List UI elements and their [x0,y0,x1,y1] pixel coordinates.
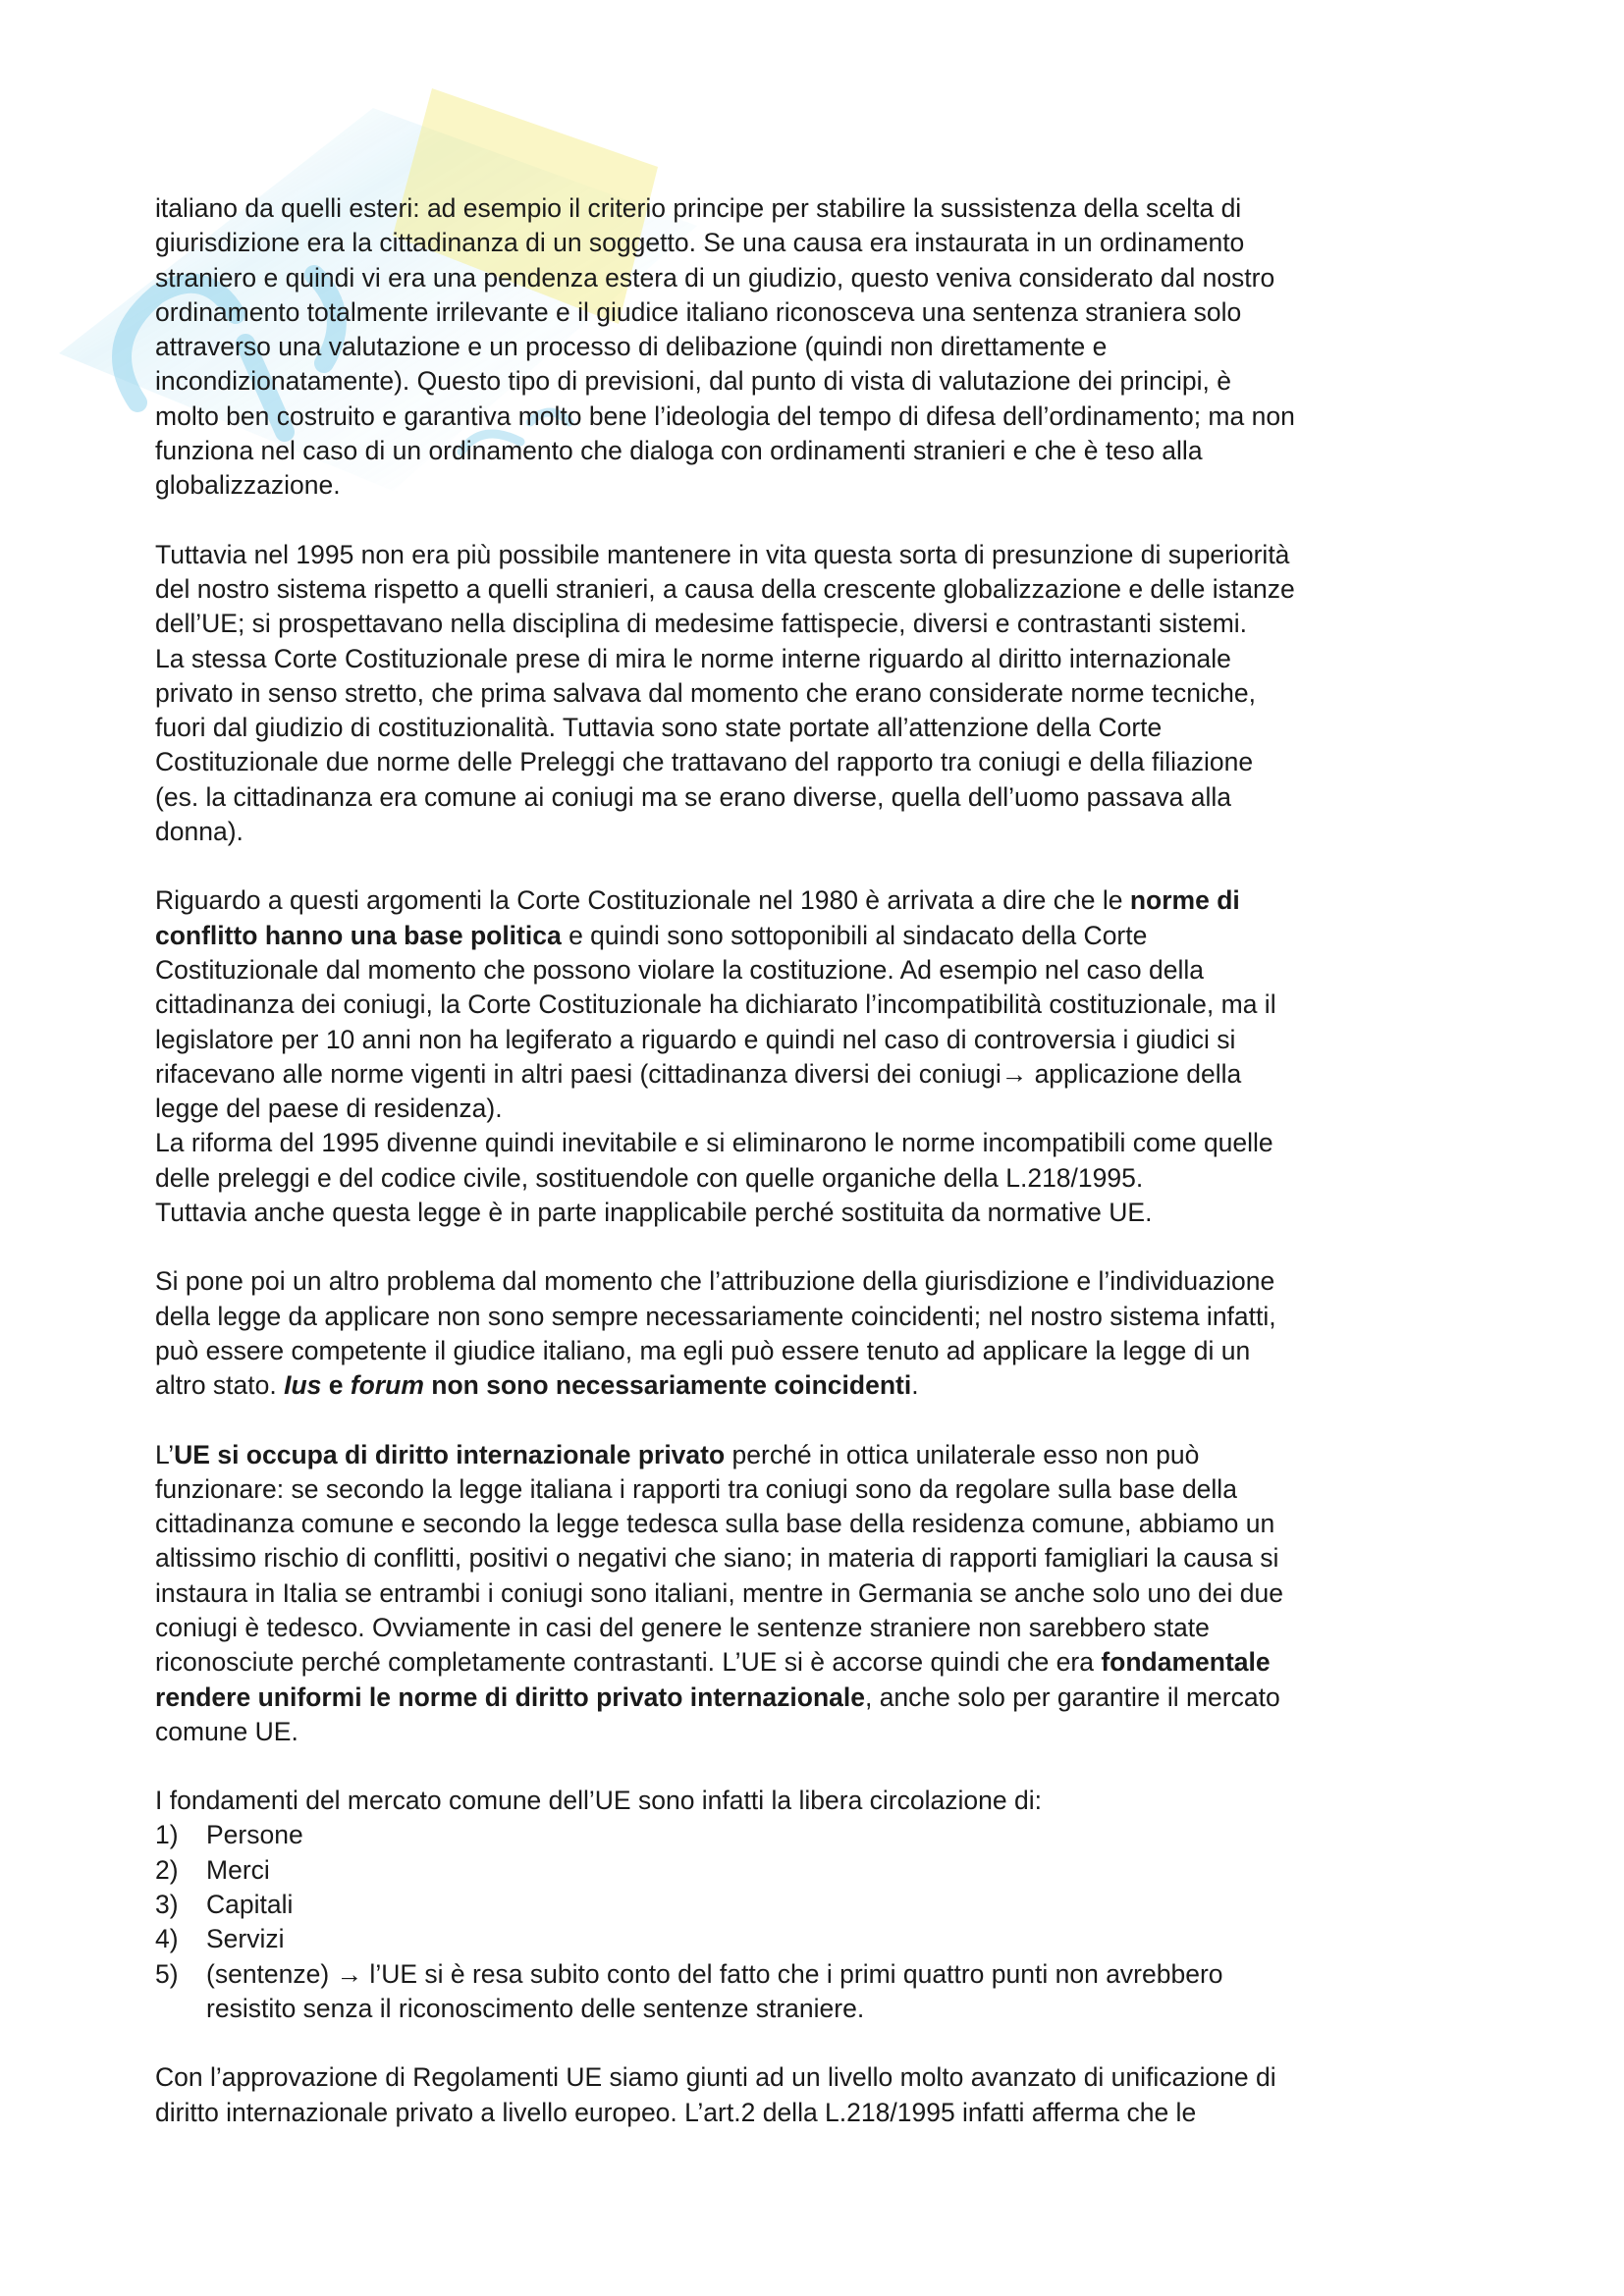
text-line [155,883,1490,918]
numbered-list [155,1818,1490,2026]
text-line: della legge da applicare non sono sempre necessariamente coincidenti; nel nostro sistema infatti, [155,1301,1276,1331]
text-line: giurisdizione era la cittadinanza di un soggetto. Se una causa era instaurata in un ordinamento [155,228,1245,258]
text-run: . [911,1370,919,1401]
text-line: donna). [155,817,244,847]
paragraph-1 [155,191,1490,504]
text-run: , anche solo per garantire il mercato [864,1682,1280,1712]
text-line: privato in senso stretto, che prima salvava dal momento che erano considerate norme tecniche, [155,677,1256,708]
text-line: cittadinanza comune e secondo la legge tedesca sulla base della residenza comune, abbiamo un [155,1509,1275,1539]
text-line: legge del paese di residenza). [155,1094,503,1124]
text-run: altro stato. [155,1370,285,1401]
text-line [155,1645,1490,1680]
list-item-text: Capitali [206,1890,294,1920]
text-line: delle preleggi e del codice civile, sostituendole con quelle organiche della L.218/1995. [155,1162,1144,1193]
text-run: e quindi sono sottoponibili al sindacato della Corte [561,920,1148,950]
list-item-text-continued: resistito senza il riconoscimento delle sentenze straniere. [206,1993,865,2023]
bold-text: norme di [1129,885,1240,916]
text-line: Tuttavia nel 1995 non era più possibile mantenere in vita questa sorta di presunzione di superiorità [155,539,1290,569]
bold-text: rendere uniformi le norme di diritto privato internazionale [155,1682,865,1712]
list-number: 1) [155,1820,179,1850]
text-line: La riforma del 1995 divenne quindi inevitabile e si eliminarono le norme incompatibili come quelle [155,1128,1273,1158]
text-line: rifacevano alle norme vigenti in altri paesi (cittadinanza diversi dei coniugi→ applicazione della [155,1058,1242,1089]
paragraph-6 [155,1784,1490,2026]
list-item [155,1818,1490,1852]
text-line: funzionare: se secondo la legge italiana i rapporti tra coniugi sono da regolare sulla base della [155,1473,1237,1504]
paragraph-3 [155,883,1490,1230]
bold-text: fondamentale [1101,1647,1271,1678]
text-run: riconosciute perché completamente contrastanti. L’UE si è accorse quindi che era [155,1647,1102,1678]
italic-term-ius: Ius [284,1370,322,1401]
text-line: altissimo rischio di conflitti, positivi o negativi che siano; in materia di rapporti famigliari la causa si [155,1543,1279,1574]
text-line: attraverso una valutazione e un processo di delibazione (quindi non direttamente e [155,332,1108,362]
text-line: (es. la cittadinanza era comune ai coniugi ma se erano diverse, quella dell’uomo passava alla [155,781,1231,812]
bold-text: conflitto hanno una base politica [155,920,562,950]
text-line: diritto internazionale privato a livello europeo. L’art.2 della L.218/1995 infatti afferma che le [155,2097,1197,2127]
list-item [155,1957,1490,2027]
text-run: L’ [155,1439,175,1469]
text-line: Costituzionale dal momento che possono violare la costituzione. Ad esempio nel caso della [155,954,1204,985]
list-number: 3) [155,1890,179,1920]
document-page [155,191,1490,2130]
list-item-text: Persone [206,1820,303,1850]
list-item-text: (sentenze) → l’UE si è resa subito conto del fatto che i primi quattro punti non avrebbero [206,1958,1223,1989]
text-line: coniugi è tedesco. Ovviamente in casi del genere le sentenze straniere non sarebbero state [155,1612,1210,1642]
bold-text: UE si occupa di diritto internazionale privato [174,1439,726,1469]
paragraph-4 [155,1264,1490,1403]
text-run: non sono necessariamente coincidenti [423,1370,912,1401]
text-line: dell’UE; si prospettavano nella disciplina di medesime fattispecie, diversi e contrastanti sistemi. [155,609,1248,639]
paragraph-2 [155,538,1490,850]
list-item [155,1853,1490,1888]
text-line [155,1438,1490,1472]
text-line: Tuttavia anche questa legge è in parte inapplicabile perché sostituita da normative UE. [155,1198,1153,1228]
list-item-text: Merci [206,1854,270,1885]
text-line: funziona nel caso di un ordinamento che dialoga con ordinamenti stranieri e che è teso alla [155,436,1203,466]
text-line: incondizionatamente). Questo tipo di previsioni, dal punto di vista di valutazione dei principi, è [155,366,1231,397]
text-line: del nostro sistema rispetto a quelli stranieri, a causa della crescente globalizzazione e delle istanze [155,573,1295,604]
text-run: perché in ottica unilaterale esso non può [725,1439,1200,1469]
list-item [155,1888,1490,1922]
text-line: Costituzionale due norme delle Preleggi che trattavano del rapporto tra coniugi e della filiazione [155,747,1254,777]
list-number: 2) [155,1854,179,1885]
text-line: comune UE. [155,1716,298,1746]
text-line: globalizzazione. [155,470,341,501]
list-item-text: Servizi [206,1924,285,1954]
list-number: 4) [155,1924,179,1954]
paragraph-7 [155,2060,1490,2130]
text-line: Con l’approvazione di Regolamenti UE siamo giunti ad un livello molto avanzato di unificazione di [155,2062,1276,2093]
text-line: italiano da quelli esteri: ad esempio il criterio principe per stabilire la sussistenza della scelta di [155,193,1242,223]
text-line: Si pone poi un altro problema dal momento che l’attribuzione della giurisdizione e l’individuazione [155,1266,1275,1297]
paragraph-5 [155,1438,1490,1750]
text-line [155,1681,1490,1715]
text-line: fuori dal giudizio di costituzionalità. Tuttavia sono state portate all’attenzione della Corte [155,713,1163,743]
list-number: 5) [155,1958,179,1989]
text-line: cittadinanza dei coniugi, la Corte Costituzionale ha dichiarato l’incompatibilità costituzionale, ma il [155,989,1276,1020]
text-line: straniero e quindi vi era una pendenza estera di un giudizio, questo veniva considerato dal nostro [155,262,1275,293]
list-item [155,1922,1490,1956]
text-run: Riguardo a questi argomenti la Corte Costituzionale nel 1980 è arrivata a dire che le [155,885,1130,916]
italic-term-forum: forum [350,1370,424,1401]
text-line [155,1368,1490,1403]
text-line: ordinamento totalmente irrilevante e il giudice italiano riconosceva una sentenza straniera solo [155,296,1242,327]
text-run: e [321,1370,351,1401]
text-line: instaura in Italia se entrambi i coniugi sono italiani, mentre in Germania se anche solo uno dei due [155,1577,1283,1608]
text-line [155,919,1490,953]
text-line: può essere competente il giudice italiano, ma egli può essere tenuto ad applicare la legge di un [155,1335,1251,1365]
text-line: molto ben costruito e garantiva molto bene l’ideologia del tempo di difesa dell’ordinamento; ma non [155,400,1295,431]
text-line: legislatore per 10 anni non ha legiferato a riguardo e quindi nel caso di controversia i giudici si [155,1024,1236,1054]
bold-text [284,1370,911,1400]
text-line: La stessa Corte Costituzionale prese di mira le norme interne riguardo al diritto internazionale [155,643,1231,673]
text-line: I fondamenti del mercato comune dell’UE sono infatti la libera circolazione di: [155,1786,1042,1816]
